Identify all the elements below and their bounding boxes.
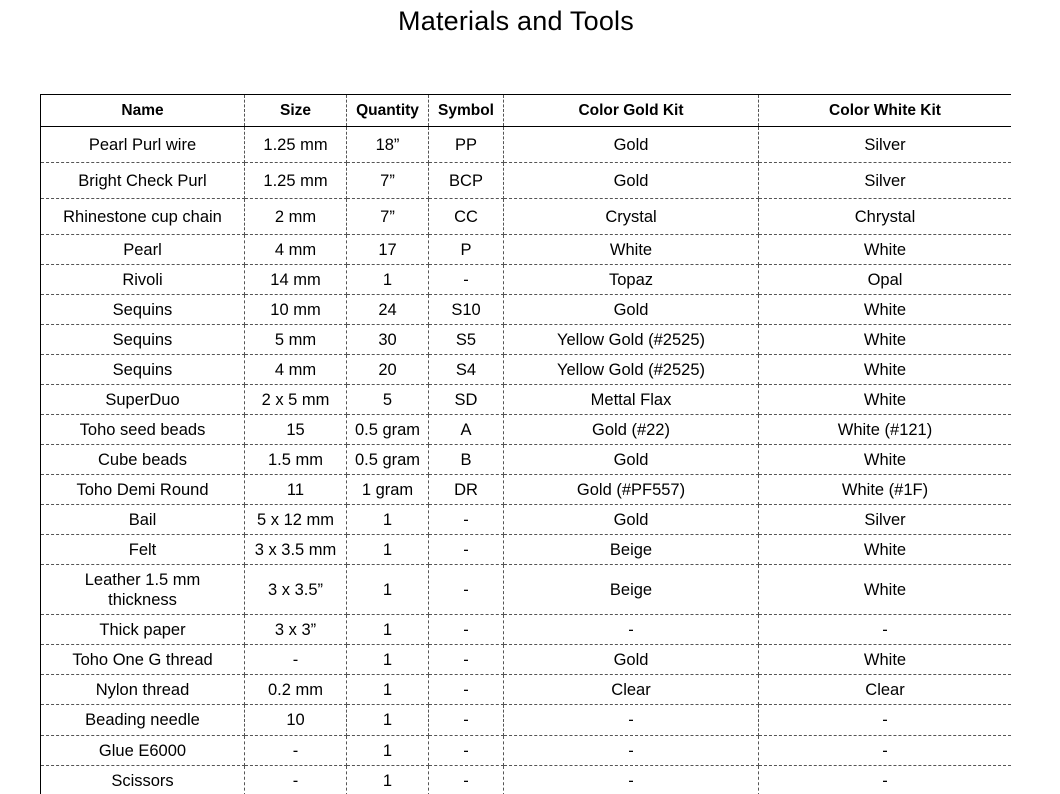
cell-size: 3 x 3.5 mm [245, 535, 347, 565]
cell-quantity: 1 [347, 505, 429, 535]
cell-name: Toho One G thread [41, 645, 245, 675]
cell-white: - [759, 736, 1012, 766]
cell-name: Rivoli [41, 265, 245, 295]
cell-quantity: 1 [347, 265, 429, 295]
cell-name: Sequins [41, 355, 245, 385]
cell-quantity: 5 [347, 385, 429, 415]
cell-quantity: 1 [347, 736, 429, 766]
cell-white: Silver [759, 127, 1012, 163]
table-row [41, 265, 1012, 295]
cell-gold: White [504, 235, 759, 265]
cell-symbol: - [429, 505, 504, 535]
cell-size: 11 [245, 475, 347, 505]
table-row [41, 325, 1012, 355]
cell-white: Chrystal [759, 199, 1012, 235]
header-row [41, 95, 1012, 127]
cell-name: Bright Check Purl [41, 163, 245, 199]
table-row [41, 415, 1012, 445]
table-row [41, 385, 1012, 415]
cell-gold: Yellow Gold (#2525) [504, 325, 759, 355]
cell-quantity: 1 [347, 535, 429, 565]
materials-table-container [40, 94, 1011, 794]
cell-white: White [759, 325, 1012, 355]
cell-name: Toho seed beads [41, 415, 245, 445]
cell-name: SuperDuo [41, 385, 245, 415]
cell-white: Silver [759, 505, 1012, 535]
header-color-gold-kit: Color Gold Kit [504, 95, 759, 127]
cell-symbol: - [429, 705, 504, 736]
cell-white: White [759, 445, 1012, 475]
cell-size: 3 x 3.5” [245, 565, 347, 615]
table-row [41, 127, 1012, 163]
cell-size: 1.5 mm [245, 445, 347, 475]
cell-quantity: 0.5 gram [347, 445, 429, 475]
cell-symbol: - [429, 615, 504, 645]
header-color-white-kit: Color White Kit [759, 95, 1012, 127]
cell-gold: - [504, 736, 759, 766]
table-row [41, 475, 1012, 505]
cell-name: Scissors [41, 766, 245, 794]
cell-quantity: 30 [347, 325, 429, 355]
cell-name: Pearl [41, 235, 245, 265]
cell-name: Pearl Purl wire [41, 127, 245, 163]
cell-symbol: - [429, 565, 504, 615]
table-row [41, 295, 1012, 325]
cell-size: 3 x 3” [245, 615, 347, 645]
cell-size: 4 mm [245, 355, 347, 385]
table-row [41, 355, 1012, 385]
cell-white: Silver [759, 163, 1012, 199]
cell-name: Toho Demi Round [41, 475, 245, 505]
cell-quantity: 7” [347, 163, 429, 199]
cell-quantity: 1 [347, 705, 429, 736]
cell-white: - [759, 766, 1012, 794]
cell-symbol: P [429, 235, 504, 265]
cell-symbol: BCP [429, 163, 504, 199]
cell-size: 2 x 5 mm [245, 385, 347, 415]
cell-quantity: 1 [347, 615, 429, 645]
header-quantity: Quantity [347, 95, 429, 127]
cell-white: - [759, 615, 1012, 645]
cell-white: - [759, 705, 1012, 736]
cell-quantity: 24 [347, 295, 429, 325]
cell-symbol: - [429, 736, 504, 766]
table-row [41, 615, 1012, 645]
table-row [41, 505, 1012, 535]
page-title: Materials and Tools [398, 6, 634, 36]
cell-white: White (#121) [759, 415, 1012, 445]
header-size: Size [245, 95, 347, 127]
cell-size: 0.2 mm [245, 675, 347, 705]
header-name: Name [41, 95, 245, 127]
cell-size: - [245, 766, 347, 794]
cell-gold: Crystal [504, 199, 759, 235]
cell-white: Opal [759, 265, 1012, 295]
cell-size: 1.25 mm [245, 127, 347, 163]
cell-white: White [759, 235, 1012, 265]
cell-white: Clear [759, 675, 1012, 705]
cell-name: Nylon thread [41, 675, 245, 705]
cell-symbol: PP [429, 127, 504, 163]
cell-white: White [759, 355, 1012, 385]
cell-symbol: S10 [429, 295, 504, 325]
cell-quantity: 7” [347, 199, 429, 235]
cell-gold: Topaz [504, 265, 759, 295]
cell-white: White [759, 295, 1012, 325]
cell-quantity: 18” [347, 127, 429, 163]
cell-quantity: 17 [347, 235, 429, 265]
cell-gold: Gold [504, 295, 759, 325]
cell-quantity: 1 [347, 766, 429, 794]
table-row [41, 766, 1012, 794]
cell-gold: Gold [504, 127, 759, 163]
table-header [41, 95, 1012, 127]
cell-symbol: CC [429, 199, 504, 235]
cell-symbol: - [429, 535, 504, 565]
cell-white: White [759, 645, 1012, 675]
cell-gold: - [504, 705, 759, 736]
cell-gold: Clear [504, 675, 759, 705]
cell-white: White [759, 565, 1012, 615]
cell-gold: - [504, 766, 759, 794]
cell-gold: Yellow Gold (#2525) [504, 355, 759, 385]
cell-name: Sequins [41, 295, 245, 325]
cell-size: - [245, 645, 347, 675]
cell-size: 1.25 mm [245, 163, 347, 199]
cell-size: - [245, 736, 347, 766]
cell-gold: Gold [504, 445, 759, 475]
table-row [41, 645, 1012, 675]
cell-name: Sequins [41, 325, 245, 355]
cell-quantity: 0.5 gram [347, 415, 429, 445]
cell-gold: Gold (#PF557) [504, 475, 759, 505]
table-row [41, 163, 1012, 199]
cell-size: 10 [245, 705, 347, 736]
cell-quantity: 1 [347, 645, 429, 675]
cell-gold: Gold [504, 163, 759, 199]
table-row [41, 235, 1012, 265]
cell-symbol: - [429, 265, 504, 295]
cell-symbol: - [429, 675, 504, 705]
table-row [41, 565, 1012, 615]
cell-symbol: DR [429, 475, 504, 505]
cell-symbol: A [429, 415, 504, 445]
cell-symbol: S4 [429, 355, 504, 385]
table-row [41, 705, 1012, 736]
cell-size: 10 mm [245, 295, 347, 325]
table-row [41, 675, 1012, 705]
cell-gold: Mettal Flax [504, 385, 759, 415]
cell-symbol: B [429, 445, 504, 475]
cell-quantity: 1 [347, 565, 429, 615]
table-row [41, 199, 1012, 235]
cell-size: 4 mm [245, 235, 347, 265]
cell-size: 5 mm [245, 325, 347, 355]
cell-symbol: - [429, 645, 504, 675]
cell-symbol: - [429, 766, 504, 794]
cell-size: 2 mm [245, 199, 347, 235]
cell-gold: Gold (#22) [504, 415, 759, 445]
cell-gold: Beige [504, 565, 759, 615]
cell-quantity: 20 [347, 355, 429, 385]
header-symbol: Symbol [429, 95, 504, 127]
cell-size: 5 x 12 mm [245, 505, 347, 535]
table-body [41, 127, 1012, 794]
cell-quantity: 1 gram [347, 475, 429, 505]
cell-white: White [759, 535, 1012, 565]
materials-table [40, 94, 1011, 794]
cell-gold: Beige [504, 535, 759, 565]
cell-size: 15 [245, 415, 347, 445]
cell-name: Thick paper [41, 615, 245, 645]
cell-quantity: 1 [347, 675, 429, 705]
table-row [41, 445, 1012, 475]
cell-name: Rhinestone cup chain [41, 199, 245, 235]
cell-name: Beading needle [41, 705, 245, 736]
cell-name: Felt [41, 535, 245, 565]
cell-name: Bail [41, 505, 245, 535]
cell-gold: Gold [504, 645, 759, 675]
cell-white: White [759, 385, 1012, 415]
table-row [41, 736, 1012, 766]
cell-symbol: SD [429, 385, 504, 415]
cell-symbol: S5 [429, 325, 504, 355]
cell-size: 14 mm [245, 265, 347, 295]
cell-name: Glue E6000 [41, 736, 245, 766]
cell-name: Cube beads [41, 445, 245, 475]
cell-gold: - [504, 615, 759, 645]
table-row [41, 535, 1012, 565]
cell-gold: Gold [504, 505, 759, 535]
cell-name: Leather 1.5 mm thickness [41, 565, 245, 615]
cell-white: White (#1F) [759, 475, 1012, 505]
